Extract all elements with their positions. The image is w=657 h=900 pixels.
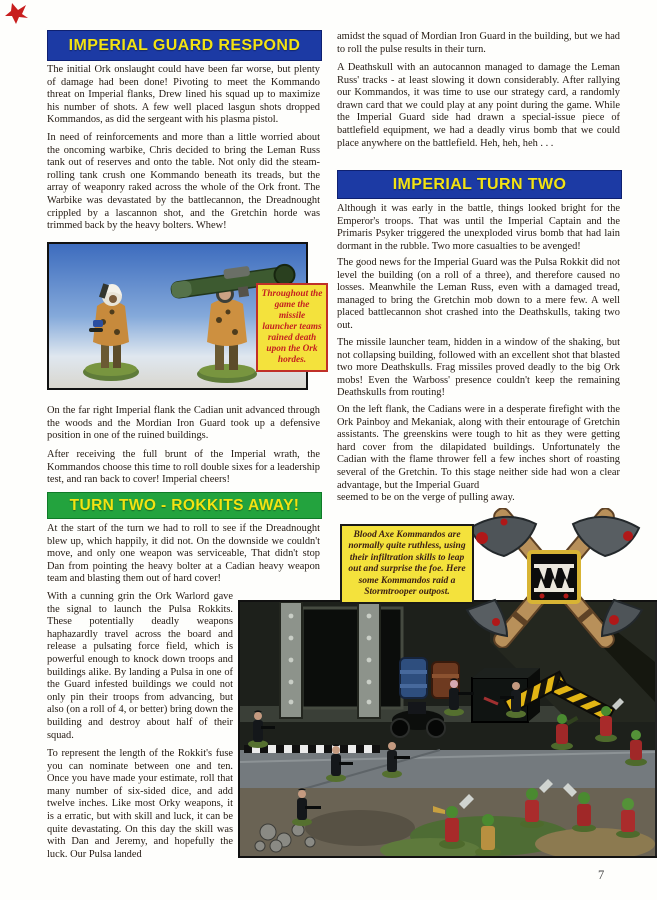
caption-missile-team: Throughout the game the missile launcher teams rained death upon the Ork hordes.	[256, 283, 328, 372]
paragraph: The good news for the Imperial Guard was the Pulsa Rokkit did not level the building (on a roll of a three), and therefore caused no losses. Meanwhile the Leman Russ, even with a damaged tread, managed to bring the Gretchin mob down to a mere few. A well placed battlecannon shot crashed into the Deathskulls, taking two out.	[337, 257, 620, 331]
paragraph: The initial Ork onslaught could have been far worse, but plenty of damage had been done! Pivoting to meet the Kommando threat on Imperial flanks, Drew lined his squad up to maximize his number of shots. A few well placed lasgun shots dropped Kommandos, as did the sergeant with his plasma pistol.	[47, 64, 320, 126]
section-header-turn-two-rokkits	[47, 492, 322, 519]
crossed-axes-icon	[452, 508, 657, 648]
paragraph: In need of reinforcements and more than a little worried about the oncoming warbike, Chris decided to bring the Leman Russ tank out of reserves and onto the table. Not only did the steam-rolling tank crush one Kommando beneath its treads, but the array of weaponry raked across the whole of the Ork front. The Warbike was devastated by the battlecannon, the Dreadnought crippled by a lascannon shot, and the Gretchin horde was trimmed back by the heavy bolters. Whew!	[47, 132, 320, 232]
paragraph: After receiving the full brunt of the Imperial wrath, the Kommandos choose this time to roll double sixes for a leadership test, and ran back to cover! Imperial cheers!	[47, 449, 320, 486]
section-header-label: IMPERIAL GUARD RESPOND	[68, 36, 301, 54]
section-header-imperial-guard-respond	[47, 30, 322, 61]
paragraph: The missile launcher team, hidden in a window of the shaking, but not collapsing building, followed with an excellent shot that blasted two more Deathskulls. Frag missiles proved deadly to the big Ork mobs! Even the Warboss' presence couldn't keep the remaining Deathskulls from routing!	[337, 337, 620, 399]
paragraph: amidst the squad of Mordian Iron Guard in the building, but we had to roll the pulse results in their turn.	[337, 31, 620, 55]
section-header-imperial-turn-two	[337, 170, 622, 199]
red-splat-icon	[4, 2, 28, 24]
paragraph: To represent the length of the Rokkit's fuse you can nominate between one and ten. Once you have made your estimate, roll that many number of six-sided dice, and add twelve inches. Like most Orky weapons, it is a erratic, but with skill and luck, it can be quite devastating. On this day the skill was with Dan and Jeremy, and hopefully the luck. Our Pulsa landed	[47, 748, 233, 860]
section-header-label: TURN TWO - ROKKITS AWAY!	[69, 496, 300, 514]
paragraph: Although it was early in the battle, things looked bright for the Emperor's troops. That was until the Imperial Captain and the Primaris Psyker triggered the unexploded virus bomb that had lain dormant in the rubble. Two more casualties to be avenged!	[337, 203, 620, 252]
paragraph: seemed to be on the verge of pulling away.	[337, 492, 515, 503]
paragraph: With a cunning grin the Ork Warlord gave the signal to launch the Pulsa Rokkits. These potentially deadly weapons haphazardly travel across the board and release a pulsating force field, which is powerful enough to knock down troops and buildings alike. By landing a Pulsa in one of the Guard infested buildings we could not only pin their troops from advancing, but also (on a roll of 4, or better) bring down the building and destroy about half of their squad.	[47, 591, 233, 741]
section-header-label: IMPERIAL TURN TWO	[392, 175, 567, 193]
paragraph: A Deathskull with an autocannon managed to damage the Leman Russ' tracks - at least slowing it down considerably. After rallying our Kommandos, it was time to use our strategy card, a randomly drawn card that we could play at any point during the game. While the Imperial Guard side had drawn a special-issue piece of battlefield equipment, we had a deadly virus bomb that we could place anywhere on the battlefield. Heh, heh, heh . . .	[337, 62, 620, 149]
caption-blood-axe: Blood Axe Kommandos are normally quite ruthless, using their infiltration skills to leap out and surprise the foe. Here some Kommandos raid a Stormtrooper outpost.	[340, 524, 474, 604]
paragraph: On the far right Imperial flank the Cadian unit advanced through the woods and the Mordian Iron Guard took up a defensive position in one of the ruined buildings.	[47, 405, 320, 442]
ork-glyph-icon	[529, 552, 579, 602]
paragraph: On the left flank, the Cadians were in a desperate firefight with the Ork Painboy and Mekaniak, along with their entourage of Gretchin assistants. The greenskins were tough to hit as they were getting hard cover from the dilapidated buildings. Unfortunately the Cadian with the flame thrower fell a few inches short of roasting several of the Gretchin. To this stage neither side had won a clear advantage, but the Imperial Guard	[337, 404, 620, 491]
paragraph: At the start of the turn we had to roll to see if the Dreadnought blew up, which happily, it did not. On the downside we couldn't move, and only one weapon was serviceable, That didn't stop Dan from pointing the heavy bolter at a Cadian heavy weapon team and blasting them out of hard cover!	[47, 523, 320, 585]
page-number: 7	[598, 868, 605, 882]
